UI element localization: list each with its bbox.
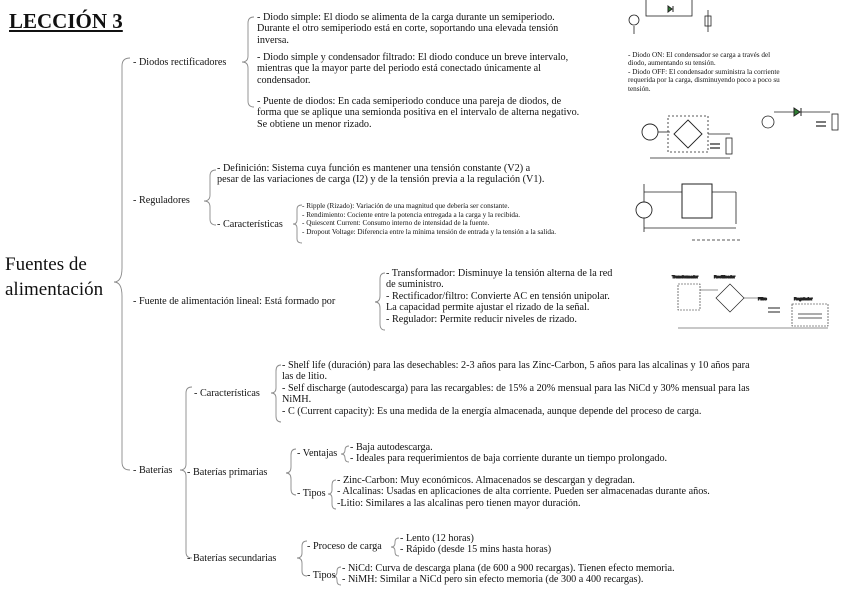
tipos-primarias [337,475,710,509]
line: - Rectificador/filtro: Convierte AC en tensión unipolar. [386,290,610,302]
bracket-secundarias [297,541,307,576]
line: - C (Current capacity): Es una medida de la energía almacenada, aunque depende del proceso de carga. [282,405,702,417]
diodo-condensador [257,52,568,86]
reg-definicion [217,163,544,186]
line: - Ideales para requerimientos de baja corriente durante un tiempo prolongado. [350,453,668,465]
diode-capacitor-figure [760,100,844,138]
linear-supply-figure [668,270,840,332]
fig-label: Regulador [794,296,813,301]
bracket-reguladores [204,170,216,225]
line: -Litio: Similares a las alcalinas pero tienen mayor duración. [337,497,581,509]
bracket-lineal [375,273,385,330]
ventajas [350,442,667,465]
line: inversa. [257,34,289,46]
line: de suministro. [386,279,444,291]
line: Durante el otro semiperiodo está en corte, soportando una elevada tensión [257,23,559,35]
line: - NiCd: Curva de descarga plana (de 600 a 900 recargas). Tienen efecto memoria. [342,563,675,574]
line: - Rápido (desde 15 mins hasta horas) [400,544,552,556]
fig-label: Transformador [672,274,699,279]
diode-circuit-figure [628,0,720,36]
line: mientras que la mayor parte del periodo está conectado únicamente al [257,63,541,75]
ventajas-label: - Ventajas [297,448,338,459]
branch-lineal: - Fuente de alimentación lineal: Está formado por [133,296,336,307]
line: - Baja autodescarga. [350,442,433,453]
reg-caracteristicas-label: - Características [217,219,283,230]
line: - Diodo simple: El diodo se alimenta de la carga durante un semiperiodo. [257,12,555,23]
line: - NiMH: Similar a NiCd pero sin efecto memoria (de 300 a 400 recargas). [342,574,644,586]
line: forma que se aplique una semionda positiva en el intervalo de alterna negativo. [257,107,580,119]
line: - Zinc-Carbon: Muy económicos. Almacenados se descargan y degradan. [337,475,635,486]
line: - Diodo OFF: El condensador suministra la corriente [628,67,780,76]
line: - Self discharge (autodescarga) para las recargables: de 15% a 20% mensual para las NiCd y 30% mensual para las [282,382,750,394]
reg-caracteristicas [302,202,556,237]
line: - Puente de diodos: En cada semiperiodo conduce una pareja de diodos, de [257,96,562,107]
line: Se obtiene un menor rizado. [257,118,372,130]
line: - Diodo ON: El condensador se carga a través del [628,51,771,59]
bracket-main [114,58,130,470]
line: las de litio. [282,371,327,383]
tipos2-label: - Tipos [307,570,336,581]
branch-reguladores: - Reguladores [133,195,190,206]
lineal-componentes [386,268,612,325]
bat-primarias-label: - Baterías primarias [187,467,268,478]
proceso-carga [400,533,551,556]
bracket-car-bat [271,365,281,422]
bracket-proceso [391,538,399,556]
bat-caracteristicas-label: - Características [194,388,260,399]
line: - Shelf life (duración) para las desechables: 2-3 años para las Zinc-Carbon, 5 años para las alcalinas y 10 años para [282,360,750,371]
line: - Lento (12 horas) [400,533,474,544]
branch-diodos: - Diodos rectificadores [133,57,227,68]
bracket-car-reg [293,205,302,243]
root-line: Fuentes de [5,254,87,275]
line: - Definición: Sistema cuya función es mantener una tensión constante (V2) a [217,163,531,174]
line: pesar de las variaciones de carga (I2) y de la tensión previa a la regulación (V1). [217,174,545,186]
puente-diodos [257,96,579,130]
diodo-on-off-note [628,51,780,93]
tipos-secundarias [342,563,675,586]
bat-caracteristicas [282,360,750,417]
line: - Dropout Voltage: Diferencia entre la mínima tensión de entrada y la tensión a la salida. [302,227,557,236]
tipos-label: - Tipos [297,488,326,499]
line: - Transformador: Disminuye la tensión alterna de la red [386,268,613,279]
root-line: alimentación [5,278,104,300]
line: - Quiescent Current: Consumo interno de intensidad de la fuente. [302,219,490,228]
bridge-rectifier-figure [640,108,740,170]
line: - Rendimiento: Cociente entre la potencia entregada a la carga y la recibida. [302,210,520,219]
line: - Alcalinas: Usadas en aplicaciones de alta corriente. Pueden ser almacenadas durante años. [337,486,710,498]
line: NiMH. [282,394,312,406]
fig-label: Filtro [758,296,767,301]
line: diodo, aumentando su tensión. [628,59,716,68]
branch-baterias: - Baterías [133,465,173,476]
bracket-primarias [286,449,296,495]
regulator-figure [632,180,744,242]
line: tensión. [628,84,651,93]
line: La capacidad permite ajustar el rizado de la señal. [386,302,590,314]
page-title: LECCIÓN 3 [9,9,123,33]
line: requerida por la carga, disminuyendo poco a poco su [628,76,780,85]
fig-label: Rectificador [714,274,736,279]
line: - Regulador: Permite reducir niveles de rizado. [386,313,577,325]
bat-secundarias-label: - Baterías secundarias [187,553,277,564]
bracket-diodos [242,17,254,107]
line: - Ripple (Rizado): Variación de una magnitud que debería ser constante. [302,202,510,210]
diodo-simple [257,12,558,46]
bracket-ventajas [341,446,349,462]
bracket-tipos [328,480,336,509]
line: - Diodo simple y condensador filtrado: El diodo conduce un breve intervalo, [257,52,569,63]
line: condensador. [257,74,311,86]
proceso-carga-label: - Proceso de carga [307,541,382,552]
